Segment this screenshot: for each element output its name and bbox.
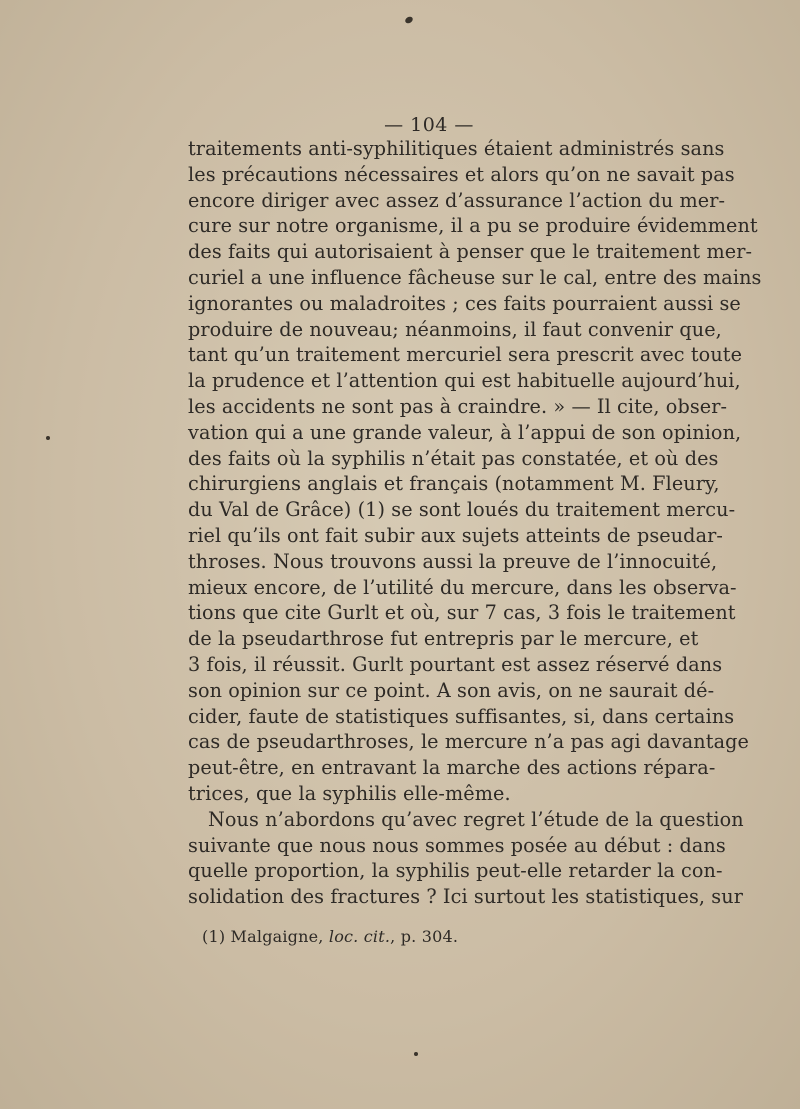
paper-speck xyxy=(404,15,414,24)
text-line: mieux encore, de l’utilité du mercure, dans les observa- xyxy=(188,575,737,599)
text-line: les accidents ne sont pas à craindre. » — Il cite, obser- xyxy=(188,394,728,418)
text-line: ignorantes ou maladroites ; ces faits pourraient aussi se xyxy=(188,291,741,315)
text-line: cure sur notre organisme, il a pu se produire évidemment xyxy=(188,214,758,238)
text-line: curiel a une influence fâcheuse sur le cal, entre des mains xyxy=(188,265,762,289)
footnote-prefix: (1) Malgaigne, xyxy=(202,927,329,946)
text-line: chirurgiens anglais et français (notamment M. Fleury, xyxy=(188,472,720,496)
text-line: de la pseudarthrose fut entrepris par le mercure, et xyxy=(188,627,699,651)
footnote-suffix: , p. 304. xyxy=(390,927,459,946)
text-line: traitements anti-syphilitiques étaient administrés sans xyxy=(188,137,725,160)
text-line: 3 fois, il réussit. Gurlt pourtant est assez réservé dans xyxy=(188,652,723,676)
footnote xyxy=(202,927,458,946)
text-line: suivante que nous nous sommes posée au début : dans xyxy=(188,833,726,857)
text-line: cider, faute de statistiques suffisantes, si, dans certains xyxy=(188,704,735,728)
text-line: riel qu’ils ont fait subir aux sujets atteints de pseudar- xyxy=(188,523,723,547)
text-line: throses. Nous trouvons aussi la preuve de l’innocuité, xyxy=(188,549,718,573)
text-line: la prudence et l’attention qui est habituelle aujourd’hui, xyxy=(188,369,741,393)
text-line: vation qui a une grande valeur, à l’appui de son opinion, xyxy=(188,420,742,444)
text-line: du Val de Grâce) (1) se sont loués du traitement mercu- xyxy=(188,498,736,522)
text-line: solidation des fractures ? Ici surtout les statistiques, sur xyxy=(188,885,743,909)
text-line: Nous n’abordons qu’avec regret l’étude de la question xyxy=(208,807,744,831)
body-text xyxy=(188,136,762,910)
text-line: tions que cite Gurlt et où, sur 7 cas, 3 fois le traitement xyxy=(188,601,736,625)
text-line: encore diriger avec assez d’assurance l’action du mer- xyxy=(188,188,726,212)
text-line: son opinion sur ce point. A son avis, on ne saurait dé- xyxy=(188,678,715,702)
text-line: tant qu’un traitement mercuriel sera prescrit avec toute xyxy=(188,343,743,367)
text-line: des faits où la syphilis n’était pas constatée, et où des xyxy=(188,446,719,470)
text-line: trices, que la syphilis elle-même. xyxy=(188,781,511,805)
text-line: cas de pseudarthroses, le mercure n’a pas agi davantage xyxy=(188,730,749,754)
footnote-italic: loc. cit. xyxy=(328,927,391,946)
text-line: peut-être, en entravant la marche des actions répara- xyxy=(188,756,716,780)
paper-speck xyxy=(46,436,50,440)
text-line: des faits qui autorisaient à penser que le traitement mer- xyxy=(188,240,753,264)
paper-speck xyxy=(414,1052,418,1056)
text-line: produire de nouveau; néanmoins, il faut convenir que, xyxy=(188,317,722,341)
text-line: quelle proportion, la syphilis peut-elle retarder la con- xyxy=(188,859,723,883)
text-line: les précautions nécessaires et alors qu’on ne savait pas xyxy=(188,162,735,186)
page-number: — 104 — xyxy=(384,114,474,136)
